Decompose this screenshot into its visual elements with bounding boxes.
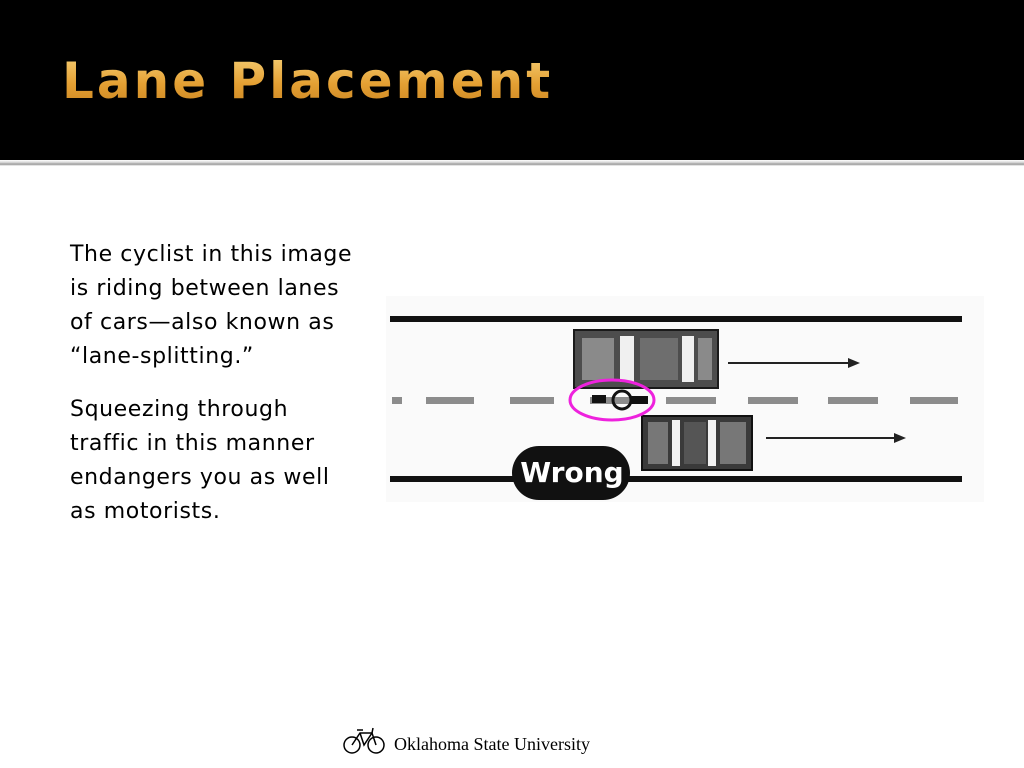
title-divider <box>0 160 1024 166</box>
wrong-badge <box>512 446 630 500</box>
road-top-edge <box>390 316 962 322</box>
car-bottom-icon <box>642 416 752 470</box>
car-top-icon <box>574 330 718 388</box>
bicycle-icon <box>342 725 386 755</box>
footer <box>342 723 590 757</box>
lane-splitting-illustration <box>386 296 984 502</box>
slide-title: Lane Placement <box>62 52 554 110</box>
title-bar <box>0 0 1024 160</box>
paragraph-danger-warning: Squeezing through traffic in this manner endangers you as well as motorists. <box>70 397 330 524</box>
organization-name: Oklahoma State University <box>394 733 590 754</box>
paragraph-lane-splitting: The cyclist in this image is riding between lanes of cars—also known as “lane-splitting.” <box>70 242 353 369</box>
wrong-badge-label: Wrong <box>520 456 624 489</box>
slide-body <box>70 238 360 548</box>
road-bottom-edge <box>390 476 962 482</box>
